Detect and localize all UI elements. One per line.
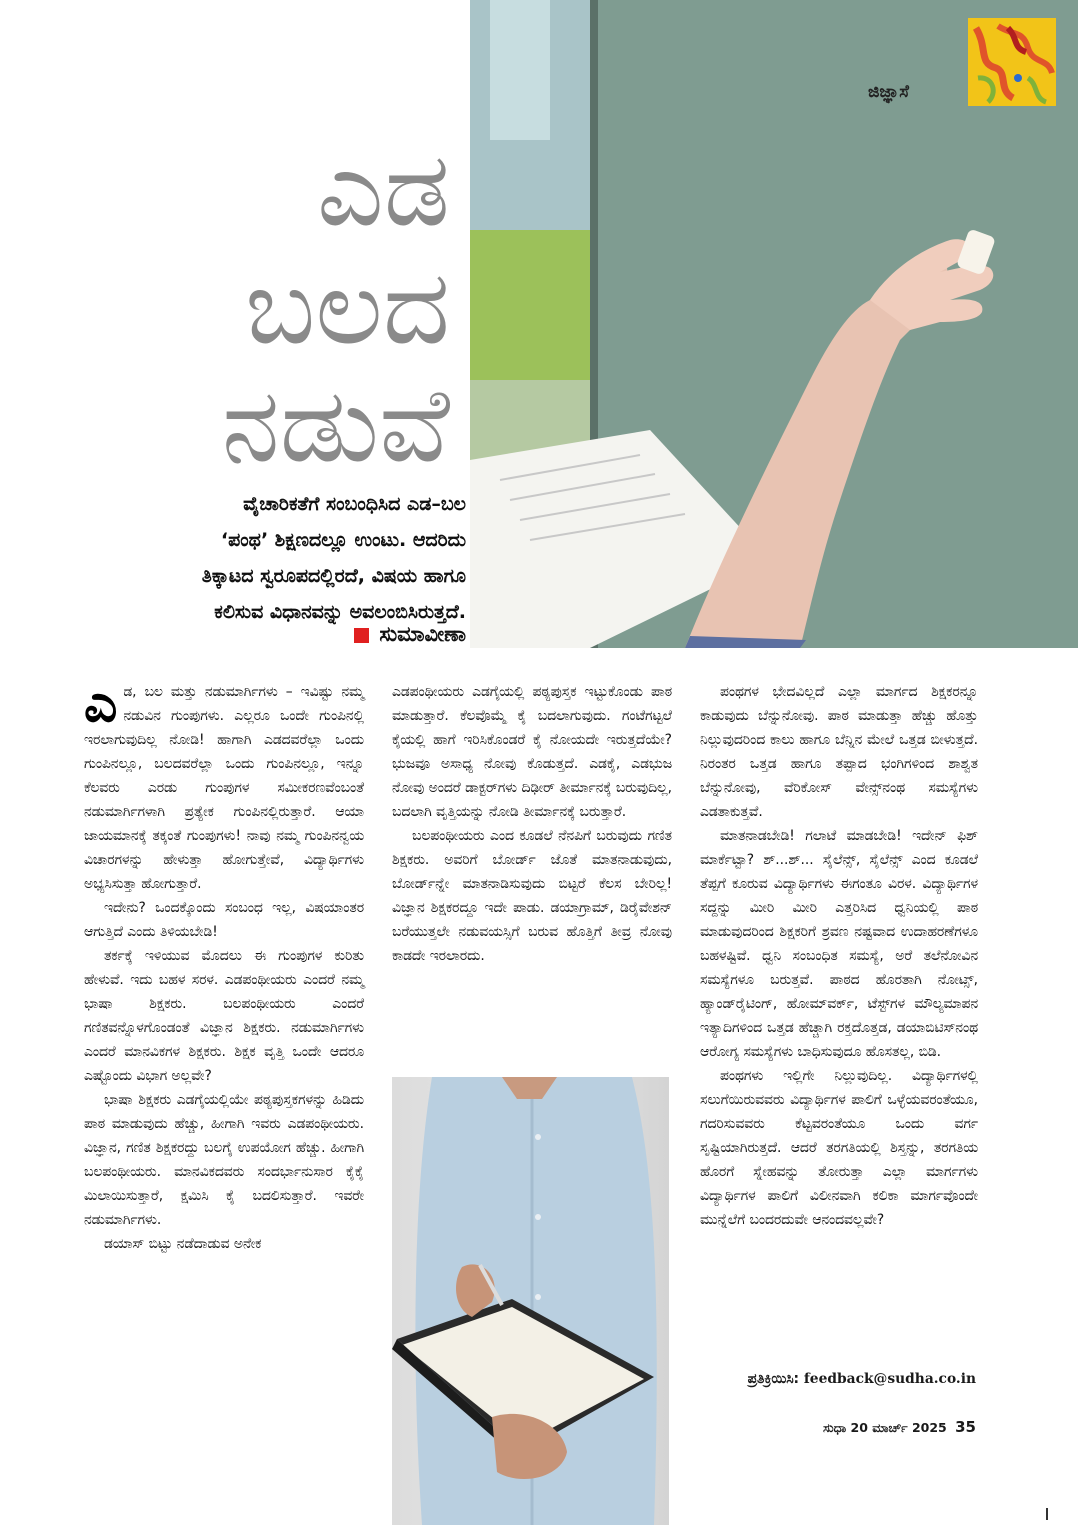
feedback-line <box>700 1371 976 1387</box>
body-paragraph: ಡಯಾಸ್ ಬಿಟ್ಟು ನಡೆದಾಡುವ ಅನೇಕ <box>104 1236 262 1252</box>
section-label: ಜಿಜ್ಞಾಸೆ <box>868 82 909 102</box>
crop-mark <box>1046 1508 1048 1520</box>
article-title <box>40 130 450 484</box>
title-line: ಎಡ <box>316 128 450 250</box>
author-name: ಸುಮಾವೀಣಾ <box>379 622 466 646</box>
section-logo-icon <box>968 18 1056 106</box>
body-paragraph: ಭಾಷಾ ಶಿಕ್ಷಕರು ಎಡಗೈಯಲ್ಲಿಯೇ ಪಠ್ಯಪುಸ್ತಕಗಳನ್ನು ಹಿಡಿದು ಪಾಠ ಮಾಡುವುದು ಹೆಚ್ಚು, ಹೀಗಾಗಿ ಇವರು ಎಡಪಂಥೀಯರು. ವಿಜ್ಞಾನ, ಗಣಿತ ಶಿಕ್ಷಕರದ್ದು ಬಲಗೈ ಉಪಯೋಗ ಹೆಚ್ಚು. ಹೀಗಾಗಿ ಬಲಪಂಥೀಯರು. ಮಾನವಿಕದವರು ಸಂದರ್ಭಾನುಸಾರ ಕೈಕೈ ಮಿಲಾಯಿಸುತ್ತಾರೆ, ಕ್ಷಮಿಸಿ ಕೈ ಬದಲಿಸುತ್ತಾರೆ. ಇವರೇ ನಡುಮಾರ್ಗಿಗಳು. <box>84 1092 364 1228</box>
body-column-2 <box>392 680 672 968</box>
body-column-3 <box>700 680 978 1232</box>
deck-line: ‘ಪಂಥ’ ಶಿಕ್ಷಣದಲ್ಲೂ ಉಂಟು. ಆದರಿದು <box>220 529 466 551</box>
title-line: ನಡುವೆ <box>221 364 450 486</box>
issue-date: 20 ಮಾರ್ಚ್ 2025 <box>850 1420 947 1435</box>
deck-line: ವೈಚಾರಿಕತೆಗೆ ಸಂಬಂಧಿಸಿದ ಎಡ–ಬಲ <box>243 493 466 515</box>
body-paragraph: ಇದೇನು? ಒಂದಕ್ಕೊಂದು ಸಂಬಂಧ ಇಲ್ಲ, ವಿಷಯಾಂತರ ಆಗುತ್ತಿದೆ ಎಂದು ತಿಳಿಯಬೇಡಿ! <box>84 900 364 940</box>
body-paragraph: ಮಾತನಾಡಬೇಡಿ! ಗಲಾಟೆ ಮಾಡಬೇಡಿ! ಇದೇನ್ ಫಿಶ್ ಮಾರ್ಕೆಟ್ಟಾ? ಶ್...ಶ್... ಸೈಲೆನ್ಸ್, ಸೈಲೆನ್ಸ್ ಎಂದ ಕೂಡಲೆ ತೆಪ್ಪಗೆ ಕೂರುವ ವಿದ್ಯಾರ್ಥಿಗಳು ಈಗಂತೂ ವಿರಳ. ವಿದ್ಯಾರ್ಥಿಗಳ ಸದ್ದನ್ನು ಮೀರಿ ಮೀರಿ ಎತ್ತರಿಸಿದ ಧ್ವನಿಯಲ್ಲಿ ಪಾಠ ಮಾಡುವುದರಿಂದ ಶಿಕ್ಷಕರಿಗೆ ಶ್ರವಣ ನಷ್ಟವಾದ ಉದಾಹರಣೆಗಳೂ ಬಹಳಷ್ಟಿವೆ. ಧ್ವನಿ ಸಂಬಂಧಿತ ಸಮಸ್ಯೆ, ಅರೆ ತಲೆನೋವಿನ ಸಮಸ್ಯೆಗಳೂ ಬರುತ್ತವೆ. ಪಾಠದ ಹೊರತಾಗಿ ನೋಟ್ಸ್, ಹ್ಯಾಂಡ್‌ರೈಟಿಂಗ್, ಹೋಮ್‌ವರ್ಕ್, ಟೆಸ್ಟ್‌ಗಳ ಮೌಲ್ಯಮಾಪನ ಇತ್ಯಾದಿಗಳಿಂದ ಒತ್ತಡ ಹೆಚ್ಚಾಗಿ ರಕ್ತದೊತ್ತಡ, ಡಯಾಬಿಟಿಸ್‌ನಂಥ ಆರೋಗ್ಯ ಸಮಸ್ಯೆಗಳು ಬಾಧಿಸುವುದೂ ಹೊಸತಲ್ಲ, ಬಿಡಿ. <box>700 828 978 1060</box>
teacher-with-book-photo <box>392 1077 669 1525</box>
deck-line: ತಿಕ್ಕಾಟದ ಸ್ವರೂಪದಲ್ಲಿರದೆ, ವಿಷಯ ಹಾಗೂ <box>201 565 466 587</box>
body-paragraph: ಪಂಥಗಳ ಭೇದವಿಲ್ಲದೆ ಎಲ್ಲಾ ಮಾರ್ಗದ ಶಿಕ್ಷಕರನ್ನೂ ಕಾಡುವುದು ಬೆನ್ನುನೋವು. ಪಾಠ ಮಾಡುತ್ತಾ ಹೆಚ್ಚು ಹೊತ್ತು ನಿಲ್ಲುವುದರಿಂದ ಕಾಲು ಹಾಗೂ ಬೆನ್ನಿನ ಮೇಲೆ ಒತ್ತಡ ಬೀಳುತ್ತದೆ. ನಿರಂತರ ಒತ್ತಡ ಹಾಗೂ ತಪ್ಪಾದ ಭಂಗಿಗಳಿಂದ ಶಾಶ್ವತ ಬೆನ್ನುನೋವು, ವೆರಿಕೋಸ್ ವೇನ್ಸ್‌ನಂಥ ಸಮಸ್ಯೆಗಳು ಎಡತಾಕುತ್ತವೆ. <box>700 684 978 820</box>
body-paragraph: ಎಡಪಂಥೀಯರು ಎಡಗೈಯಲ್ಲಿ ಪಠ್ಯಪುಸ್ತಕ ಇಟ್ಟುಕೊಂಡು ಪಾಠ ಮಾಡುತ್ತಾರೆ. ಕೆಲವೊಮ್ಮೆ ಕೈ ಬದಲಾಗುವುದು. ಗಂಟೆಗಟ್ಟಲೆ ಕೈಯಲ್ಲಿ ಹಾಗೆ ಇರಿಸಿಕೊಂಡರೆ ಕೈ ನೋಯದೇ ಇರುತ್ತದೆಯೇ? ಭುಜವೂ ಅಸಾಧ್ಯ ನೋವು ಕೊಡುತ್ತದೆ. ಎಡಕೈ, ಎಡಭುಜ ನೋವು ಅಂದರೆ ಡಾಕ್ಟರ್‌ಗಳು ದಿಢೀರ್ ತೀರ್ಮಾನಕ್ಕೆ ಬರುವುದಿಲ್ಲ, ಬದಲಾಗಿ ವೃತ್ತಿಯನ್ನು ನೋಡಿ ತೀರ್ಮಾನಕ್ಕೆ ಬರುತ್ತಾರೆ. <box>392 684 672 820</box>
deck-line: ಕಲಿಸುವ ವಿಧಾನವನ್ನು ಅವಲಂಬಿಸಿರುತ್ತದೆ. <box>214 601 466 623</box>
page-number: 35 <box>955 1418 976 1436</box>
feedback-email-link[interactable]: feedback@sudha.co.in <box>803 1371 976 1387</box>
page-folio <box>800 1418 976 1436</box>
body-paragraph: ಪಂಥಗಳು ಇಲ್ಲಿಗೇ ನಿಲ್ಲುವುದಿಲ್ಲ. ವಿದ್ಯಾರ್ಥಿಗಳಲ್ಲಿ ಸಲುಗೆಯಿರುವವರು ವಿದ್ಯಾರ್ಥಿಗಳ ಪಾಲಿಗೆ ಒಳ್ಳೆಯವರಂತೆಯೂ, ಗದರಿಸುವವರು ಕೆಟ್ಟವರಂತೆಯೂ ಒಂದು ವರ್ಗ ಸೃಷ್ಟಿಯಾಗಿರುತ್ತದೆ. ಆದರೆ ತರಗತಿಯಲ್ಲಿ ಶಿಸ್ತನ್ನು, ತರಗತಿಯ ಹೊರಗೆ ಸ್ನೇಹವನ್ನು ತೋರುತ್ತಾ ಎಲ್ಲಾ ಮಾರ್ಗಗಳು ವಿದ್ಯಾರ್ಥಿಗಳ ಪಾಲಿಗೆ ವಿಲೀನವಾಗಿ ಕಲಿಕಾ ಮಾರ್ಗವೊಂದೇ ಮುನ್ನೆಲೆಗೆ ಬಂದರದುವೇ ಆನಂದವಲ್ಲವೇ? <box>700 1068 978 1228</box>
body-column-1 <box>84 674 364 1256</box>
body-paragraph: ಬಲಪಂಥೀಯರು ಎಂದ ಕೂಡಲೆ ನೆನಪಿಗೆ ಬರುವುದು ಗಣಿತ ಶಿಕ್ಷಕರು. ಅವರಿಗೆ ಬೋರ್ಡ್ ಜೊತೆ ಮಾತನಾಡುವುದು, ಬೋರ್ಡ್‌ನ್ನೇ ಮಾತನಾಡಿಸುವುದು ಬಿಟ್ಟರೆ ಕೆಲಸ ಬೇರಿಲ್ಲ! ವಿಜ್ಞಾನ ಶಿಕ್ಷಕರದ್ದೂ ಇದೇ ಪಾಡು. ಡಯಾಗ್ರಾಮ್, ಡಿರೈವೇಶನ್ ಬರೆಯುತ್ತಲೇ ನಡುವಯಸ್ಸಿಗೆ ಬರುವ ಹೊತ್ತಿಗೆ ತೀವ್ರ ನೋವು ಕಾಡದೇ ಇರಲಾರದು. <box>392 828 672 964</box>
author-byline <box>250 622 466 647</box>
article-deck <box>70 486 466 630</box>
drop-cap: ಎ <box>84 674 118 734</box>
feedback-label: ಪ್ರತಿಕ್ರಿಯಿಸಿ: <box>747 1371 800 1387</box>
magazine-name: ಸುಧಾ <box>823 1420 847 1435</box>
body-paragraph: ಎಡ, ಬಲ ಮತ್ತು ನಡುಮಾರ್ಗಿಗಳು – ಇವಿಷ್ಟು ನಮ್ಮ ನಡುವಿನ ಗುಂಪುಗಳು. ಎಲ್ಲರೂ ಒಂದೇ ಗುಂಪಿನಲ್ಲಿ ಇರಲಾಗುವುದಿಲ್ಲ ನೋಡಿ! ಹಾಗಾಗಿ ಎಡದವರೆಲ್ಲಾ ಒಂದು ಗುಂಪಿನಲ್ಲೂ, ಬಲದವರೆಲ್ಲಾ ಒಂದು ಗುಂಪಿನಲ್ಲೂ, ಇನ್ನೂ ಕೆಲವರು ಎರಡು ಗುಂಪುಗಳ ಸಮೀಕರಣವೆಂಬಂತೆ ನಡುಮಾರ್ಗಿಗಳಾಗಿ ಪ್ರತ್ಯೇಕ ಗುಂಪಿನಲ್ಲಿರುತ್ತಾರೆ. ಆಯಾ ಜಾಯಮಾನಕ್ಕೆ ತಕ್ಕಂತೆ ಗುಂಪುಗಳು! ನಾವು ನಮ್ಮ ಗುಂಪಿನನ್ವಯ ವಿಚಾರಗಳನ್ನು ಹೇಳುತ್ತಾ ಹೋಗುತ್ತೇವೆ, ವಿದ್ಯಾರ್ಥಿಗಳು ಅಭ್ಯಸಿಸುತ್ತಾ ಹೋಗುತ್ತಾರೆ. <box>84 674 364 892</box>
body-paragraph: ತರ್ಕಕ್ಕೆ ಇಳಿಯುವ ಮೊದಲು ಈ ಗುಂಪುಗಳ ಕುರಿತು ಹೇಳುವೆ. ಇದು ಬಹಳ ಸರಳ. ಎಡಪಂಥೀಯರು ಎಂದರೆ ನಮ್ಮ ಭಾಷಾ ಶಿಕ್ಷಕರು. ಬಲಪಂಥೀಯರು ಎಂದರೆ ಗಣಿತವನ್ನೊಳಗೊಂಡಂತೆ ವಿಜ್ಞಾನ ಶಿಕ್ಷಕರು. ನಡುಮಾರ್ಗಿಗಳು ಎಂದರೆ ಮಾನವಿಕಗಳ ಶಿಕ್ಷಕರು. ಶಿಕ್ಷಕ ವೃತ್ತಿ ಒಂದೇ ಆದರೂ ಎಷ್ಟೊಂದು ವಿಭಾಗ ಅಲ್ಲವೇ? <box>84 948 364 1084</box>
red-square-icon <box>354 628 369 643</box>
title-line: ಬಲದ <box>245 246 450 368</box>
